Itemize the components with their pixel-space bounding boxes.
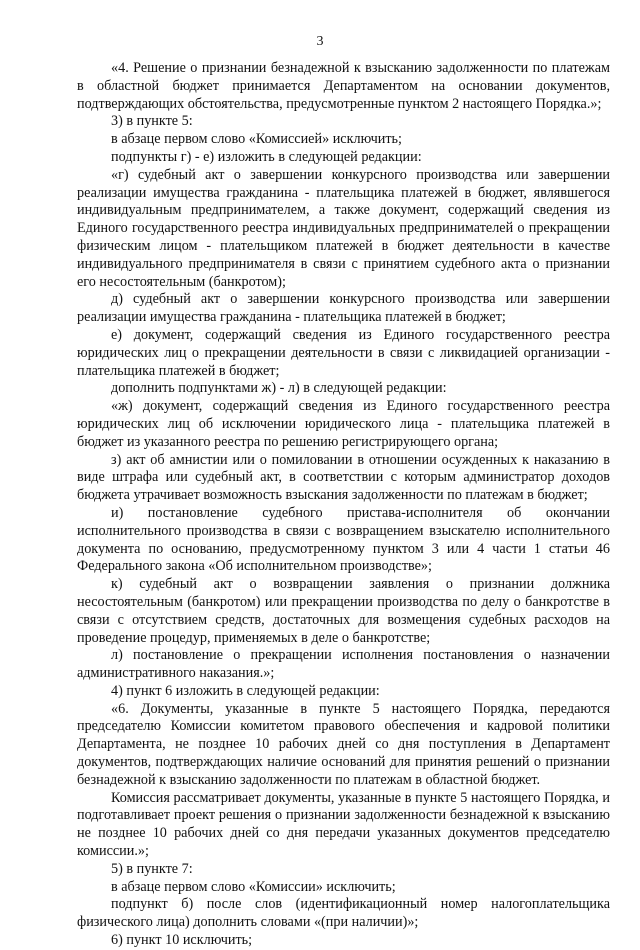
paragraph-8: дополнить подпунктами ж) - л) в следующей редакции:	[111, 380, 447, 397]
paragraph-14: 4) пункт 6 изложить в следующей редакции:	[111, 682, 380, 699]
paragraph-3: в абзаце первом слово «Комиссией» исключить;	[111, 131, 402, 148]
paragraph-19: подпункт б) после слов (идентификационный номер налогоплательщика физического лица) дополнить словами «(при наличии)»;	[77, 896, 610, 931]
paragraph-20: 6) пункт 10 исключить;	[111, 932, 253, 949]
paragraph-17: 5) в пункте 7:	[111, 860, 193, 877]
page-number: 3	[316, 34, 324, 49]
paragraph-15: «6. Документы, указанные в пункте 5 настоящего Порядка, передаются председателю Комиссии комитетом правового обеспечения и кадровой политики Департамента, не позднее 10 рабочих дней со дня поступления в Департамент документов, подтверждающих наличие оснований для принятия решений о признании безнадежной к взысканию задолженности по платежам в областной бюджет.	[77, 700, 610, 788]
paragraph-16: Комиссия рассматривает документы, указанные в пункте 5 настоящего Порядка, и подготавливает проект решения о признании задолженности безнадежной к взысканию не позднее 10 рабочих дней со дня передачи указанных документов председателю комиссии.»;	[77, 789, 610, 860]
paragraph-10: з) акт об амнистии или о помиловании в отношении осужденных к наказанию в виде штрафа или судебный акт, в соответствии с которым администратор доходов бюджета утрачивает возможность взыскания задолженности по платежам в бюджет;	[77, 451, 610, 504]
paragraph-18: в абзаце первом слово «Комиссии» исключить;	[111, 878, 396, 895]
paragraph-9: «ж) документ, содержащий сведения из Единого государственного реестра юридических лиц об исключении юридического лица - плательщика платежей в бюджет из указанного реестра по решению регистрирующего органа;	[77, 398, 610, 450]
paragraph-2: 3) в пункте 5:	[111, 113, 193, 130]
paragraph-6: д) судебный акт о завершении конкурсного производства или завершении реализации имущества гражданина - плательщика платежей в бюджет;	[77, 291, 610, 326]
paragraph-13: л) постановление о прекращении исполнения постановления о назначении административного наказания.»;	[77, 647, 610, 682]
paragraph-5: «г) судебный акт о завершении конкурсного производства или завершении реализации имущества гражданина - плательщика платежей в бюджет, являвшегося индивидуальным предпринимателем, а также документ, содержащий сведения из Единого государственного реестра индивидуальных предпринимателей о прекращении физическим лицом - плательщиком платежей в бюджет деятельности в качестве индивидуального предпринимателя в связи с принятием судебного акта о признании его несостоятельным (банкротом);	[77, 166, 610, 290]
paragraph-7: е) документ, содержащий сведения из Единого государственного реестра юридических лиц о прекращении деятельности в связи с ликвидацией организации - плательщика платежей в бюджет;	[77, 326, 610, 379]
paragraph-12: к) судебный акт о возвращении заявления о признании должника несостоятельным (банкротом) или прекращении производства по делу о банкротстве в связи с отсутствием средств, достаточных для возмещения судебных расходов на проведение процедур, применяемых в деле о банкротстве;	[77, 576, 610, 646]
document-body	[77, 60, 610, 950]
paragraph-11: и) постановление судебного пристава-исполнителя об окончании исполнительного производства в связи с возвращением взыскателю исполнительного документа по основанию, предусмотренному пунктом 3 или 4 части 1 статьи 46 Федерального закона «Об исполнительном производстве»;	[77, 504, 610, 575]
paragraph-4: подпункты г) - е) изложить в следующей редакции:	[111, 148, 422, 165]
paragraph-1: «4. Решение о признании безнадежной к взысканию задолженности по платежам в областной бюджет принимается Департаментом на основании документов, подтверждающих обстоятельства, предусмотренные пунктом 2 настоящего Порядка.»;	[77, 60, 610, 112]
